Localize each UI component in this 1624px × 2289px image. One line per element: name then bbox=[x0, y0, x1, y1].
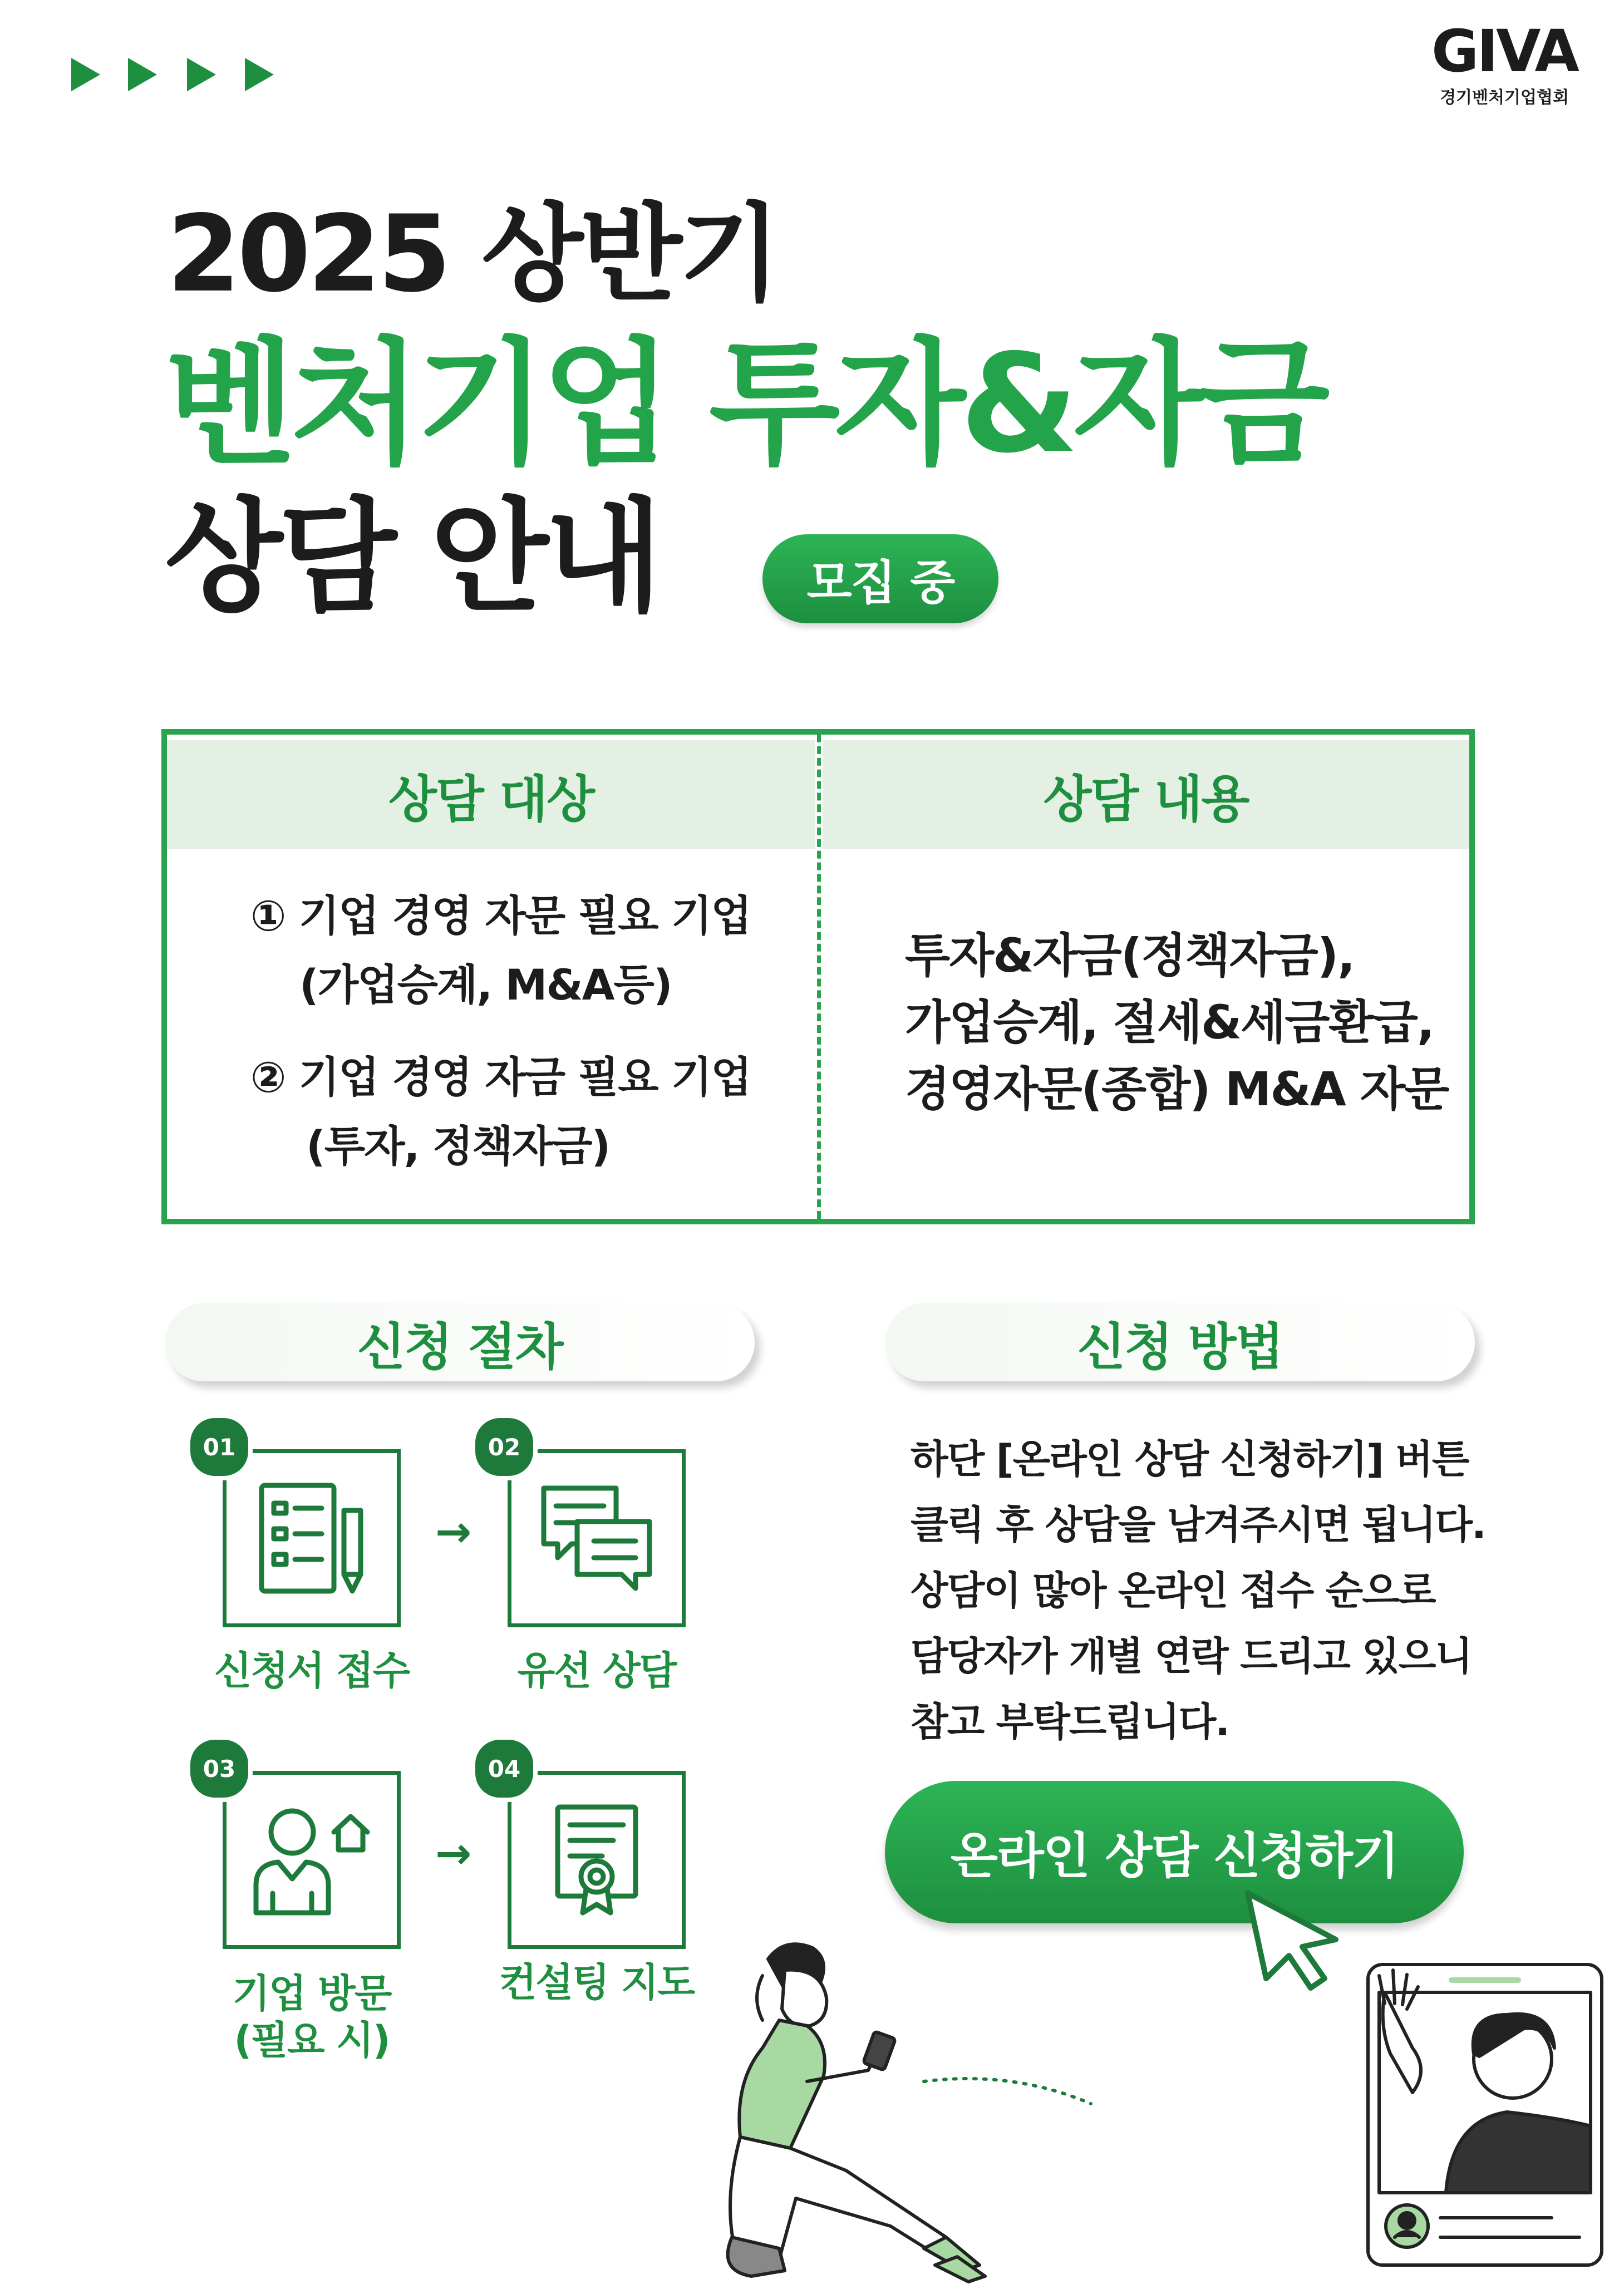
step-1-number: 01 bbox=[186, 1414, 253, 1480]
step-4-box bbox=[508, 1771, 686, 1949]
target-item-2-sub: (투자, 정책자금) bbox=[306, 1121, 610, 1171]
method-title: 신청 방법 bbox=[885, 1303, 1475, 1381]
step-3-box bbox=[223, 1771, 401, 1949]
method-line-5: 참고 부탁드립니다. bbox=[911, 1699, 1229, 1745]
step-2-box bbox=[508, 1449, 686, 1627]
logo bbox=[1429, 17, 1579, 108]
title-line-3: 상담 안내 bbox=[165, 486, 658, 628]
online-consultation-apply-button[interactable]: 온라인 상담 신청하기 bbox=[885, 1781, 1464, 1923]
person-house-icon bbox=[250, 1804, 373, 1916]
step-3-number: 03 bbox=[186, 1735, 253, 1802]
dashed-divider bbox=[817, 735, 821, 1219]
title-line-2: 벤처기업 투자&자금 bbox=[165, 325, 1325, 483]
chat-bubbles-icon bbox=[538, 1483, 655, 1594]
target-item-1: ① 기업 경영 자문 필요 기업 bbox=[250, 891, 751, 941]
content-line-1: 투자&자금(정책자금), bbox=[905, 928, 1355, 983]
method-line-1: 하단 [온라인 상담 신청하기] 버튼 bbox=[911, 1436, 1469, 1482]
method-line-4: 담당자가 개별 연락 드리고 있으니 bbox=[911, 1633, 1472, 1679]
step-1-label: 신청서 접수 bbox=[214, 1648, 410, 1694]
step-4-number: 04 bbox=[471, 1735, 538, 1802]
mouse-cursor-icon bbox=[1241, 1887, 1347, 1992]
target-item-2: ② 기업 경영 자금 필요 기업 bbox=[250, 1052, 751, 1102]
recruiting-badge: 모집 중 bbox=[762, 534, 998, 623]
target-item-1-sub: (가업승계, M&A등) bbox=[299, 960, 672, 1010]
play-triangle-icon bbox=[245, 58, 274, 91]
content-header: 상담 내용 bbox=[823, 740, 1469, 849]
certificate-icon bbox=[552, 1801, 641, 1918]
consultation-info-table bbox=[161, 729, 1475, 1224]
content-line-2: 가업승계, 절세&세금환급, bbox=[905, 995, 1434, 1050]
step-2-number: 02 bbox=[471, 1414, 538, 1480]
step-3-label: 기업 방문 (필요 시) bbox=[232, 1971, 391, 2063]
step-1-box bbox=[223, 1449, 401, 1627]
step-2-label: 유선 상담 bbox=[517, 1648, 676, 1694]
content-line-3: 경영자문(종합) M&A 자문 bbox=[905, 1062, 1449, 1116]
play-triangle-icon bbox=[187, 58, 216, 91]
logo-subtitle: 경기벤처기업협회 bbox=[1440, 88, 1569, 107]
target-header: 상담 대상 bbox=[167, 740, 815, 849]
woman-with-phone-illustration bbox=[701, 1937, 1102, 2289]
step-arrow-icon: → bbox=[435, 1829, 472, 1879]
application-form-icon bbox=[256, 1480, 367, 1597]
play-triangle-icon bbox=[71, 58, 100, 91]
title-line-1: 2025 상반기 bbox=[167, 193, 778, 316]
play-triangle-icon bbox=[128, 58, 157, 91]
method-line-3: 상담이 많아 온라인 접수 순으로 bbox=[911, 1568, 1435, 1613]
video-call-illustration bbox=[1362, 1959, 1607, 2271]
procedure-title: 신청 절차 bbox=[165, 1303, 755, 1381]
step-arrow-icon: → bbox=[435, 1507, 472, 1557]
step-4-label: 컨설팅 지도 bbox=[499, 1960, 695, 2005]
logo-mark: GIVA bbox=[1431, 17, 1577, 85]
method-line-2: 클릭 후 상담을 남겨주시면 됩니다. bbox=[911, 1502, 1485, 1548]
